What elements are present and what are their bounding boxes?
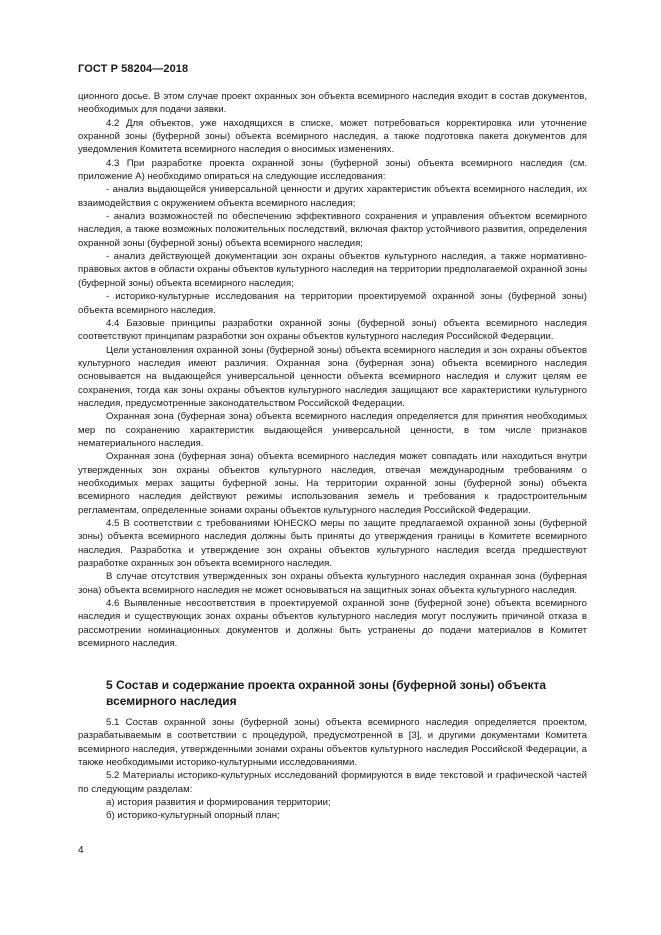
section-4-body xyxy=(78,90,587,650)
list-item: б) историко-культурный опорный план; xyxy=(106,810,280,822)
paragraph: Охранная зона (буферная зона) объекта всемирного наследия может совпадать или находиться внутри утвержденных зон охраны объектов культурного наследия, отвечая международным требованиям о необходимых мерах защиты буферной зоны. На территории охранной зоны (буферной зоны) объекта всемирного наследия действуют режимы использования земель и требования к градостроительным регламентам, определенные зонами охраны объектов культурного наследия Российской Федерации. xyxy=(78,451,587,516)
paragraph: Цели установления охранной зоны (буферной зоны) объекта всемирного наследия и зон охраны объектов культурного наследия имеют различия. Охранная зона (буферная зона) объекта всемирного наследия основывается на выдающейся универсальной ценности объекта всемирного наследия и служит целям ее сохранения, тогда как зоны охраны объектов культурного наследия защищают все характеристики культурного наследия, предусмотренные законодательством Российской Федерации. xyxy=(78,344,587,409)
paragraph: 4.5 В соответствии с требованиями ЮНЕСКО меры по защите предлагаемой охранной зоны (буферной зоны) объекта всемирного наследия должны быть приняты до утверждения границы в Комитете всемирного наследия. Разработка и утверждение зон охраны объектов культурного наследия всегда предшествуют разработке охранных зон объекта всемирного наследия. xyxy=(78,518,587,570)
paragraph: 4.2 Для объектов, уже находящихся в списке, может потребоваться корректировка или уточнение охранной зоны (буферной зоны) объекта всемирного наследия, а также подготовка пакета документов для уведомления Комитета всемирного наследия о вносимых изменениях. xyxy=(78,117,587,156)
paragraph: 5.2 Материалы историко-культурных исследований формируются в виде текстовой и графической частей по следующим разделам: xyxy=(78,770,587,795)
page-header: ГОСТ Р 58204—2018 xyxy=(78,63,189,75)
paragraph: 4.6 Выявленные несоответствия в проектируемой охранной зоне (буферной зоне) объекта всемирного наследия и существующих зонах охраны объектов культурного наследия могут послужить причиной отказа в рассмотрении номинационных документов и должны быть устранены до подачи материалов в Комитет всемирного наследия. xyxy=(78,598,587,650)
list-item: - анализ действующей документации зон охраны объектов культурного наследия, а также нормативно-правовых актов в области охраны объектов культурного наследия на территории предполагаемой охранной зоны (буферной зоны) объекта всемирного наследия; xyxy=(78,251,587,289)
section-5-heading: 5 Состав и содержание проекта охранной зоны (буферной зоны) объекта всемирного наследия xyxy=(106,678,547,708)
list-item: а) история развития и формирования территории; xyxy=(106,797,331,809)
page-number: 4 xyxy=(78,845,84,856)
paragraph: 4.4 Базовые принципы разработки охранной зоны (буферной зоны) объекта всемирного наследия соответствуют принципам разработки зон охраны объектов культурного наследия Российской Федерации. xyxy=(78,317,587,343)
list-item: - анализ выдающейся универсальной ценности и других характеристик объекта всемирного наследия, их взаимодействия с окружением объекта всемирного наследия; xyxy=(78,184,587,209)
paragraph: 4.3 При разработке проекта охранной зоны (буферной зоны) объекта всемирного наследия (см. приложение А) необходимо опираться на следующие исследования: xyxy=(78,157,587,183)
section-5-body xyxy=(78,716,587,823)
list-item: - историко-культурные исследования на территории проектируемой охранной зоны (буферной зоны) объекта всемирного наследия. xyxy=(78,291,587,316)
paragraph: ционного досье. В этом случае проект охранных зон объекта всемирного наследия входит в состав документов, необходимых для подачи заявки. xyxy=(78,91,587,116)
list-item: - анализ возможностей по обеспечению эффективного сохранения и управления объектом всемирного наследия, а также возможных положительных последствий, включая фактор устойчивого развития, определения охранной зоны (буферной зоны) объекта всемирного наследия; xyxy=(78,211,587,249)
paragraph: Охранная зона (буферная зона) объекта всемирного наследия определяется для принятия необходимых мер по сохранению характеристик выдающейся универсальной ценности, в том числе признаков нематериального наследия. xyxy=(78,411,587,449)
paragraph: В случае отсутствия утвержденных зон охраны объекта культурного наследия охранная зона (буферная зона) объекта всемирного наследия не может основываться на защитных зонах объекта культурного наследия. xyxy=(78,571,587,596)
paragraph: 5.1 Состав охранной зоны (буферной зоны) объекта всемирного наследия определяется проектом, разрабатываемым в соответствии с процедурой, предусмотренной в [3], и другими документами Комитета всемирного наследия, утвержденными зонами охраны объектов культурного наследия Российской Федерации, а также необходимыми историко-культурными исследованиями. xyxy=(78,717,587,769)
